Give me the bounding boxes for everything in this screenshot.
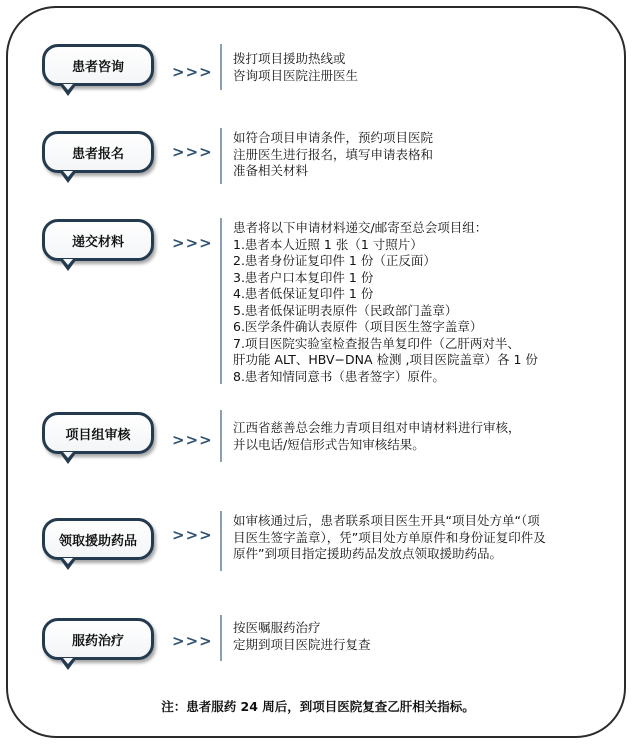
step-label-bubble: [42, 618, 154, 660]
divider-bar: [220, 44, 222, 90]
description-line: 5.患者低保证明表原件（民政部门盖章）: [233, 302, 458, 318]
bubble-tail-inner: [63, 171, 73, 177]
description-line: 6.医学条件确认表原件（项目医生签字盖章）: [233, 319, 483, 334]
step-description: [233, 220, 608, 385]
description-line: 患者将以下申请材料递交/邮寄至总会项目组：: [233, 220, 488, 235]
bubble-tail-inner: [63, 259, 73, 265]
arrow-indicator: >>>: [172, 63, 213, 81]
description-line: 江西省慈善总会维力青项目组对申请材料进行审核，: [233, 420, 521, 435]
arrow-indicator: >>>: [172, 526, 213, 544]
step-label-bubble: [42, 44, 154, 86]
arrow-indicator: >>>: [172, 632, 213, 650]
step-label: 领取援助药品: [58, 533, 137, 549]
description-line: 原件”到项目指定援助药品发放点领取援助药品。: [233, 546, 502, 561]
step-description: [233, 51, 608, 84]
bubble-tail-inner: [63, 452, 73, 458]
description-line: 7.项目医院实验室检查报告单复印件（乙肝两对半、: [233, 335, 520, 351]
step-description: [233, 620, 608, 653]
step-label-bubble: [42, 412, 154, 454]
arrow-indicator: >>>: [172, 431, 213, 449]
description-line: 目医生签字盖章），凭”项目处方单原件和身份证复印件及: [233, 529, 546, 545]
step-label-bubble: [42, 131, 154, 173]
description-line: 肝功能 ALT、HBV−DNA 检测 ,项目医院盖章）各 1 份: [233, 352, 538, 367]
divider-bar: [220, 410, 222, 462]
step-label-bubble: [42, 219, 154, 261]
divider-bar: [220, 511, 222, 571]
description-line: 4.患者低保证复印件 1 份: [233, 286, 374, 301]
step-description: [233, 130, 608, 180]
description-line: 按医嘱服药治疗: [233, 620, 321, 635]
description-line: 1.患者本人近照 1 张（1 寸照片）: [233, 236, 423, 252]
description-line: 如符合项目申请条件，预约项目医院: [233, 130, 434, 145]
description-line: 2.患者身份证复印件 1 份（正反面）: [233, 253, 436, 268]
divider-bar: [220, 615, 222, 661]
bubble-tail-inner: [63, 84, 73, 90]
step-label: 患者报名: [71, 146, 124, 162]
step-description: [233, 420, 608, 453]
description-line: 拨打项目援助热线或: [233, 51, 346, 66]
description-line: 如审核通过后，患者联系项目医生开具“项目处方单“（项: [233, 513, 540, 528]
footnote: 注：患者服药 24 周后，到项目医院复查乙肝相关指标。: [161, 699, 475, 714]
arrow-indicator: >>>: [172, 143, 213, 161]
bubble-tail-inner: [63, 558, 73, 564]
description-line: 准备相关材料: [233, 163, 309, 178]
divider-bar: [220, 218, 222, 384]
step-label: 患者咨询: [71, 59, 124, 75]
description-line: 3.患者户口本复印件 1 份: [233, 269, 374, 285]
step-description: [233, 513, 613, 563]
step-label: 递交材料: [71, 234, 124, 250]
step-label: 服药治疗: [71, 633, 124, 649]
description-line: 咨询项目医院注册医生: [233, 67, 359, 83]
arrow-indicator: >>>: [172, 234, 213, 252]
step-label-bubble: [42, 518, 154, 560]
bubble-tail-inner: [63, 658, 73, 664]
description-line: 并以电话/短信形式告知审核结果。: [233, 436, 425, 452]
description-line: 8.患者知情同意书（患者签字）原件。: [233, 368, 445, 384]
description-line: 定期到项目医院进行复查: [233, 636, 371, 652]
description-line: 注册医生进行报名，填写申请表格和: [233, 146, 434, 162]
divider-bar: [220, 128, 222, 184]
step-label: 项目组审核: [65, 427, 131, 443]
